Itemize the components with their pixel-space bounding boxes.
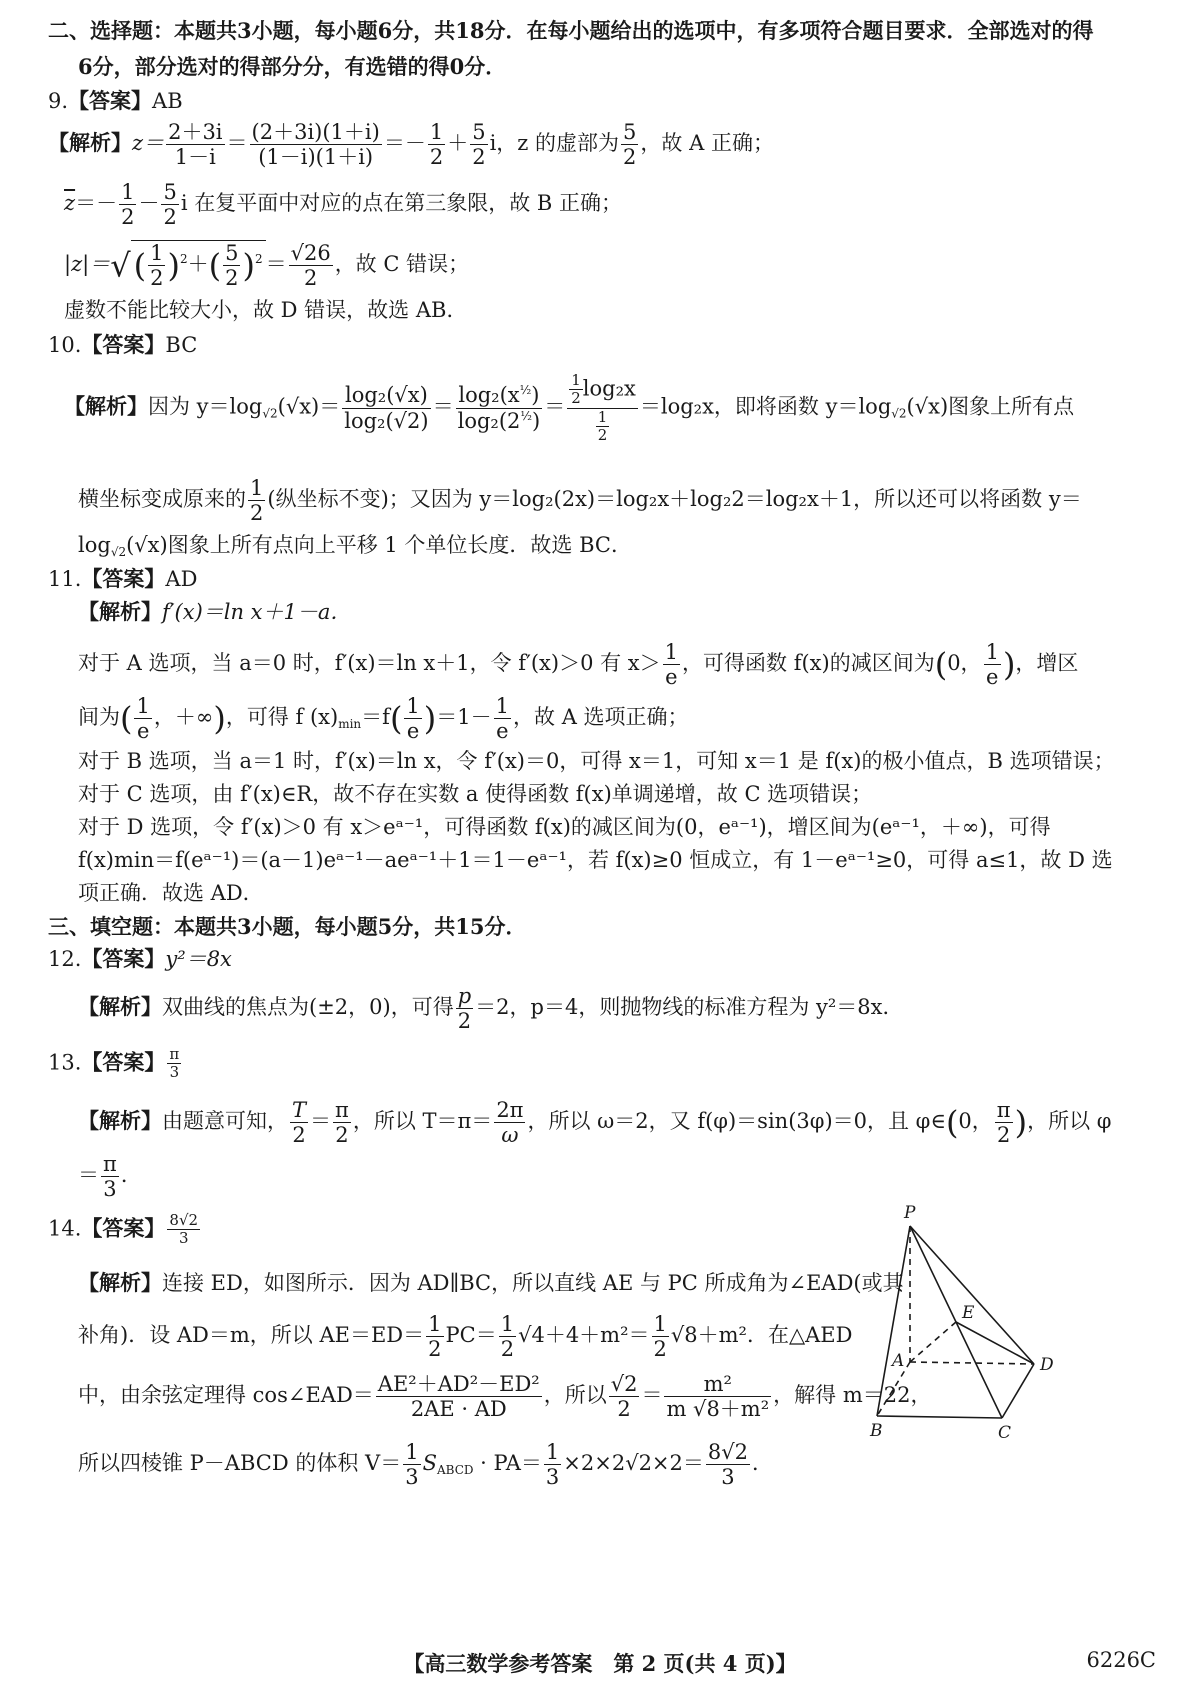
q9-line4: 虚数不能比较大小，故 D 错误，故选 AB．	[64, 298, 468, 322]
edge-PD	[910, 1226, 1034, 1364]
label-A: A	[892, 1351, 905, 1371]
q11-line4: 对于 B 选项，当 a＝1 时，f′(x)＝ln x，令 f′(x)＝0，可得 x＝1，可知 x＝1 是 f(x)的极小值点，B 选项错误；	[78, 749, 1115, 773]
section2-header-line2: 6分，部分选对的得部分分，有选错的得0分．	[78, 54, 507, 79]
q14-line4: 所以四棱锥 P－ABCD 的体积 V＝ $\frac{1}{3}$ $S_{ABCD} \cdot PA=$ $\frac{1}{3}$ ×2×2√2×2＝ $\frac{8√2}{3}$ ．	[78, 1440, 774, 1490]
q12-answer: 12.【答案】y²＝8x	[48, 946, 232, 971]
q14-line1: 【解析】连接 ED，如图所示．因为 AD∥BC，所以直线 AE 与 PC 所成角为∠EAD(或其	[78, 1270, 904, 1295]
q11-line8: 项正确．故选 AD．	[78, 881, 264, 905]
edge-AE	[910, 1322, 956, 1362]
label-D: D	[1040, 1355, 1054, 1375]
q11-line6: 对于 D 选项，令 f′(x)＞0 有 x＞eᵃ⁻¹，可得函数 f(x)的减区间为(0，eᵃ⁻¹)，增区间为(eᵃ⁻¹，＋∞)，可得	[78, 815, 1051, 839]
q10-answer: 10.【答案】BC	[48, 332, 198, 357]
edge-PB	[877, 1226, 910, 1416]
edge-AD	[910, 1362, 1034, 1364]
q11-line3: 间为( $\frac{1}{e}$ ，＋∞)，可得 f $(x)_{min}=f$( $\frac{1}{e}$ )＝1－ $\frac{1}{e}$ ，故 A 选项正确；	[78, 694, 689, 744]
q12-line1: 【解析】双曲线的焦点为(±2，0)，可得 $\frac{p}{2}$ ＝2，p＝4，则抛物线的标准方程为 y²＝8x．	[78, 984, 904, 1034]
q13-answer: 13.【答案】 $\frac{\pi}{3}$	[48, 1045, 180, 1082]
q13-line2: ＝ $\frac{\pi}{3}$ ．	[78, 1152, 142, 1202]
q11-line1: 【解析】f′(x)＝ln x＋1－a．	[78, 599, 352, 624]
label-P: P	[904, 1203, 916, 1223]
q11-line5: 对于 C 选项，由 f′(x)∈R，故不存在实数 a 使得函数 f(x)单调递增，故 C 选项错误；	[78, 782, 873, 806]
q14-line3: 中，由余弦定理得 cos∠EAD＝ $\frac{\text{AE²＋AD²－ED²}}{2AE \cdot AD}$ ，所以 $\frac{√2}{2}$ ＝ $\frac{\text{m²}}{\text{m √8＋m²}}$ ，解得 m＝22，	[78, 1372, 932, 1422]
q9-answer: 9.【答案】AB	[48, 88, 183, 113]
label-B: B	[870, 1421, 883, 1441]
q9-line3: |z|＝√( $\frac{1}{2}$ )$^2$＋( $\frac{5}{2}$ )$^2$ ＝ $\frac{√26}{2}$ ，故 C 错误；	[64, 241, 470, 291]
q14-answer: 14.【答案】 $\frac{8√2}{3}$	[48, 1211, 199, 1248]
edge-ED	[956, 1322, 1034, 1364]
label-C: C	[998, 1423, 1012, 1443]
q9-line2: $\overline{z}=-$ $\frac{1}{2}$ － $\frac{5}{2}$ i 在复平面中对应的点在第三象限，故 B 正确；	[64, 180, 623, 230]
q13-line1: 【解析】由题意可知， $\frac{T}{2}$ ＝ $\frac{\pi}{2}$ ，所以 T＝π＝ $\frac{2\pi}{\omega}$ ，所以 ω＝2，又 f(φ)＝sin(3φ)＝0，且 φ∈(0， $\frac{\pi}{2}$ )，所以 φ	[78, 1098, 1112, 1148]
q10-line3: $\log_{√2}(√x)$图象上所有点向上平移 1 个单位长度．故选 BC．	[78, 533, 632, 559]
pyramid-figure	[862, 1196, 1162, 1446]
label-E: E	[962, 1303, 975, 1323]
section2-header-line1: 二、选择题：本题共3小题，每小题6分，共18分．在每小题给出的选项中，有多项符合题目要求．全部选对的得	[48, 18, 1094, 43]
q11-line7: f(x)min＝f(eᵃ⁻¹)＝(a－1)eᵃ⁻¹－aeᵃ⁻¹＋1＝1－eᵃ⁻¹，若 f(x)≥0 恒成立，有 1－eᵃ⁻¹≥0，可得 a≤1，故 D 选	[78, 848, 1113, 872]
q9-line1: 【解析】z＝ $\frac{2+3i}{1-i}$ ＝ $\frac{(2+3i)(1+i)}{(1-i)(1+i)}$ ＝－ $\frac{1}{2}$ ＋ $\frac{5}{2}$ i，z 的虚部为 $\frac{5}{2}$ ，故 A 正确；	[48, 120, 774, 170]
section3-header: 三、填空题：本题共3小题，每小题5分，共15分．	[48, 914, 527, 939]
paper-code: 6226C	[1086, 1648, 1156, 1672]
q11-line2: 对于 A 选项，当 a＝0 时，f′(x)＝ln x＋1，令 f′(x)＞0 有 x＞ $\frac{1}{e}$ ，可得函数 f(x)的减区间为(0， $\frac{1}{e}$ )，增区	[78, 640, 1079, 690]
edge-CD	[1002, 1364, 1034, 1418]
q10-line1: 【解析】因为 $y=\log_{√2}(√x)=$ $\frac{\text{log₂(√x)}}{\text{log₂(√2)}}$ ＝ $\frac{\log_2(x^{\frac{1}{2}})}{\log_2(2^{\frac{1}{2}})}$ ＝ $\frac{1}{2}$ log₂x $\frac{1}{2}$ ＝log₂x，即将函数 $y=\log_{√2}(√x)$图象上所有点	[64, 371, 1075, 444]
page-footer: 【高三数学参考答案 第 2 页(共 4 页)】	[403, 1651, 797, 1676]
q10-line2: 横坐标变成原来的 $\frac{1}{2}$ (纵坐标不变)；又因为 y＝log₂(2x)＝log₂x＋log₂2＝log₂x＋1，所以还可以将函数 y＝	[78, 476, 1082, 526]
q14-line2: 补角)．设 AD＝m，所以 AE＝ED＝ $\frac{1}{2}$ PC＝ $\frac{1}{2}$ √4＋4＋m²＝ $\frac{1}{2}$ √8＋m²．在△AED	[78, 1312, 853, 1362]
q11-answer: 11.【答案】AD	[48, 566, 198, 591]
edge-BC	[877, 1416, 1002, 1418]
